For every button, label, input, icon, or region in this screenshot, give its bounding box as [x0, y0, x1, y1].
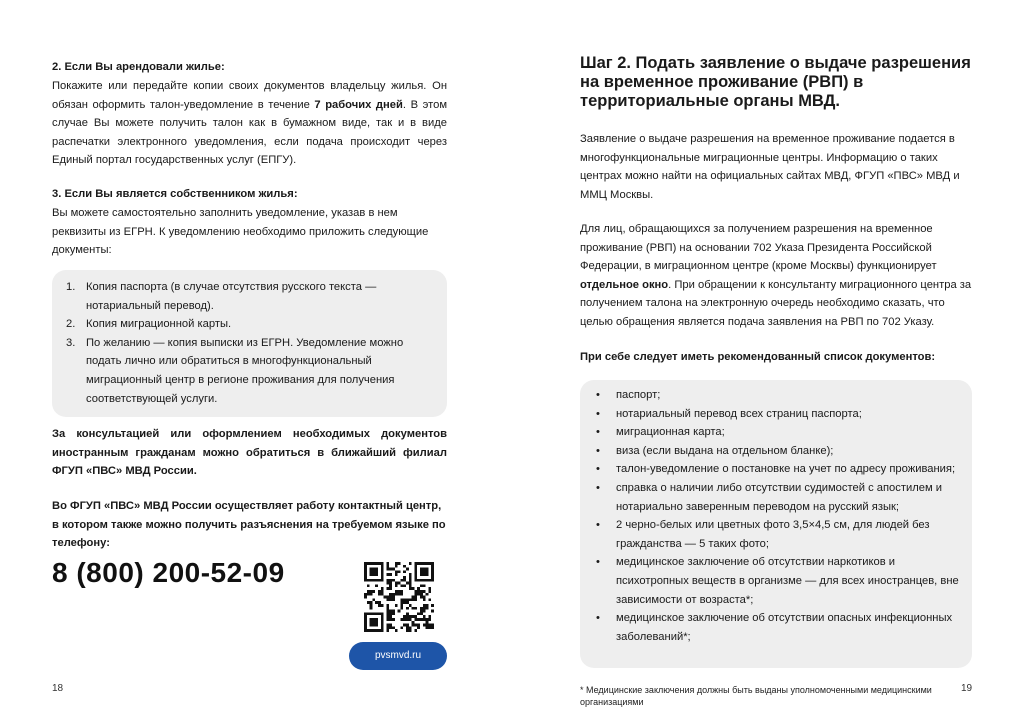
bullet-icon: •: [596, 519, 600, 532]
required-document-text: виза (если выдана на отдельном бланке);: [616, 444, 834, 457]
consultation-text: За консультацией или оформлением необходимых документов иностранным гражданам можно обратиться в ближайший филиал ФГУП «ПВС» МВД России.: [52, 428, 447, 478]
list-number: 1.: [66, 281, 76, 293]
paragraph2-start: Для лиц, обращающихся за получением разрешения на временное проживание (РВП) на основании 702 Указа Президента Российской Федерации, в миграционном центре (кроме Москвы) функционирует: [580, 223, 937, 273]
required-document-text: медицинское заключение об отсутствии наркотиков и психотропных веществ в организме — для всех иностранцев, вне зависимости от возраста*;: [616, 556, 959, 606]
section2-body-end: . В этом случае Вы можете получить талон как в бумажном виде, так и в виде распечатки электронного уведомления, если подача происходит через Единый портал государственных услуг (ЕПГУ).: [52, 98, 448, 167]
list-item-text: Копия миграционной карты.: [86, 318, 232, 331]
phone-number[interactable]: 8 (800) 200-52-09: [52, 557, 285, 588]
paragraph2-end: . При обращении к консультанту миграционного центра за получением талона на электронную очередь необходимо сказать, что целью обращения является подача заявления на РВП по 702 Указу.: [580, 278, 972, 328]
required-document-item: [594, 423, 962, 442]
qr-code-icon[interactable]: [364, 562, 434, 632]
required-document-text: паспорт;: [616, 389, 661, 401]
section3-heading: 3. Если Вы является собственником жилья:: [52, 188, 298, 200]
contact-center-text: Во ФГУП «ПВС» МВД России осуществляет работу контактный центр, в котором также можно получить разъяснения на требуемом языке по телефону:: [52, 500, 446, 550]
bullet-icon: •: [596, 556, 600, 569]
required-document-text: нотариальный перевод всех страниц паспорта;: [616, 407, 862, 420]
list-item-text: Копия паспорта (в случае отсутствия русского текста — нотариальный перевод).: [86, 281, 377, 312]
section3-body: Вы можете самостоятельно заполнить уведомление, указав в нем реквизиты из ЕГРН. К уведомлению необходимо приложить следующие документы:: [52, 207, 429, 257]
required-document-item: [594, 405, 962, 424]
bullet-icon: •: [596, 426, 600, 439]
required-document-item: [594, 609, 962, 646]
bullet-icon: •: [596, 463, 600, 476]
list-number: 2.: [66, 318, 76, 331]
document-list-item: [66, 278, 436, 315]
document-list-item: [66, 315, 436, 334]
page-number-right: 19: [961, 683, 973, 694]
section2-body: [52, 77, 447, 170]
required-document-text: справка о наличии либо отсутствии судимостей с апостилем и нотариально заверенным переводом на русский язык;: [616, 481, 943, 513]
required-documents-list: [594, 386, 962, 646]
step2-title: Шаг 2. Подать заявление о выдаче разрешения на временное проживание (РВП) в территориальные органы МВД.: [580, 54, 971, 110]
section2-body-bold: 7 рабочих дней: [314, 98, 403, 111]
bullet-icon: •: [596, 389, 600, 401]
application-paragraph: Заявление о выдаче разрешения на временное проживание подается в многофункциональные миграционные центры. Информацию о таких центрах можно найти на официальных сайтах МВД, ФГУП «ПВС» МВД и ММЦ Москвы.: [580, 133, 960, 201]
paragraph2-bold: отдельное окно: [580, 278, 669, 291]
required-documents-box: [580, 380, 972, 668]
required-document-item: [594, 460, 962, 479]
website-button[interactable]: pvsmvd.ru: [349, 642, 447, 670]
required-documents-heading: При себе следует иметь рекомендованный список документов:: [580, 351, 936, 363]
document-list-item: [66, 334, 436, 408]
required-document-text: талон-уведомление о постановке на учет по адресу проживания;: [616, 463, 956, 476]
section2-heading: 2. Если Вы арендовали жилье:: [52, 61, 225, 73]
required-document-text: медицинское заключение об отсутствии опасных инфекционных заболеваний*;: [616, 612, 953, 643]
documents-list: [66, 278, 436, 408]
list-number: 3.: [66, 336, 76, 349]
documents-list-box: [52, 270, 447, 417]
bullet-icon: •: [596, 612, 600, 625]
page-number-left: 18: [52, 683, 64, 694]
required-document-item: [594, 553, 962, 609]
required-document-item: [594, 442, 962, 461]
required-document-text: миграционная карта;: [616, 426, 725, 439]
footnote: * Медицинские заключения должны быть выданы уполномоченными медицинскими организациями: [580, 685, 932, 707]
bullet-icon: •: [596, 444, 600, 457]
bullet-icon: •: [596, 481, 600, 494]
separate-window-paragraph: [580, 220, 975, 332]
required-document-item: [594, 479, 962, 516]
required-document-item: [594, 516, 962, 553]
right-page: [512, 0, 1024, 726]
required-document-item: [594, 386, 962, 405]
bullet-icon: •: [596, 407, 600, 420]
required-document-text: 2 черно-белых или цветных фото 3,5×4,5 см, для людей без гражданства — 5 таких фото;: [616, 519, 930, 550]
list-item-text: По желанию — копия выписки из ЕГРН. Уведомление можно подать лично или обратиться в многофункциональный миграционный центр в регионе проживания для получения соответствующей услуги.: [86, 336, 404, 405]
section2-body-start: Покажите или передайте копии своих документов владельцу жилья. Он обязан оформить талон-уведомление в течение: [52, 80, 447, 111]
